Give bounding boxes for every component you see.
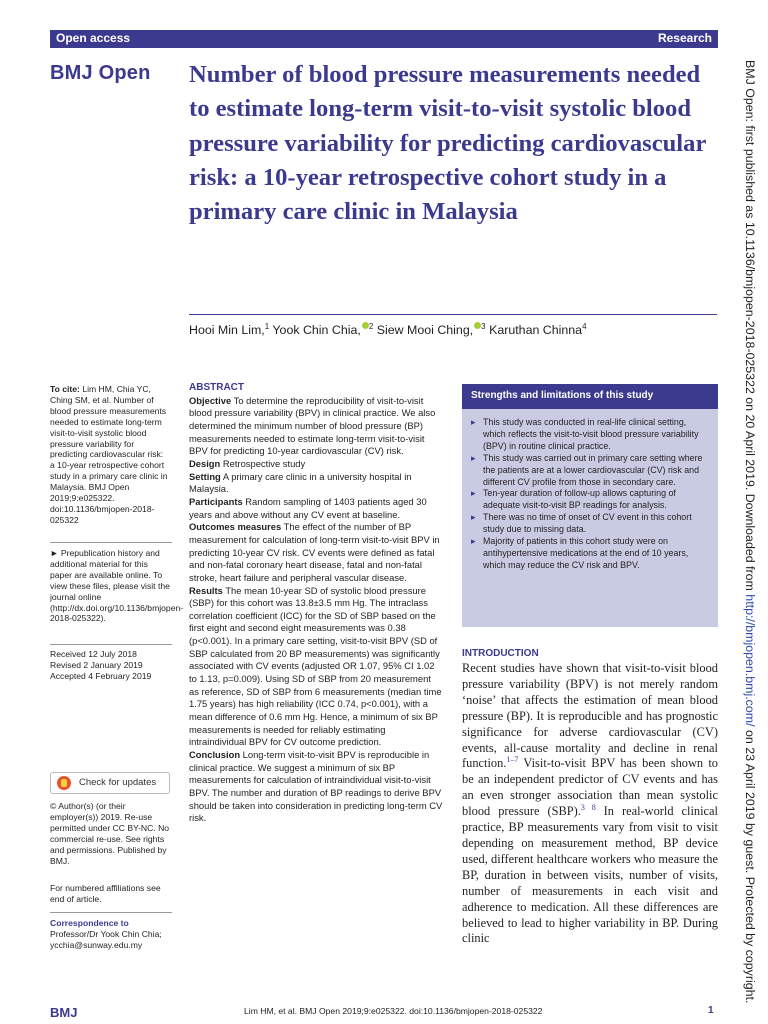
section-label: Design (189, 457, 221, 469)
article-title: Number of blood pressure measurements needed to estimate long-term visit-to-visit systolic blood pressure variability for predicting cardiovascular risk: a 10-year retrospective cohort study in a primary care clinic in Malaysia (189, 61, 706, 226)
strengths-box-heading: Strengths and limitations of this study (462, 384, 718, 409)
strengths-item: ▸ Majority of patients in this cohort study were on antihypertensive medications at the end of 10 years, which may reduce the CV risk and BPV. (469, 536, 710, 572)
author-affiliation: 1 (264, 322, 270, 331)
page-number: 1 (708, 1005, 714, 1016)
reference-link[interactable]: 1–7 (506, 755, 519, 765)
correspondence-heading: Correspondence to (50, 918, 129, 928)
strengths-item: ▸ There was no time of onset of CV event in this cohort study due to missing data. (469, 512, 710, 536)
introduction-text (462, 661, 718, 947)
abstract-objective (189, 395, 443, 458)
author-name: Yook Chin Chia, (272, 323, 361, 338)
section-label: Results (189, 584, 223, 596)
section-label: Conclusion (189, 749, 241, 761)
cite-text: Lim HM, Chia YC, Ching SM, et al. Number of blood pressure measurements needed to estimate long-term visit-to-visit systolic blood pressure variability for predicting cardiovascular risk: a 10-year retrospective cohort study in a primary care clinic in Malaysia. BMJ Open 2019;9:e025322. doi:10.1136/bmjopen-2018-025322 (50, 384, 168, 525)
author-affiliation: 3 (481, 322, 486, 331)
citation-block (50, 384, 170, 526)
introduction-heading: INTRODUCTION (462, 648, 539, 659)
prepub-note: ► Prepublication history and additional material for this paper are available online. To view these files, please visit the journal online (http://dx.doi.org/10.1136/bmjopen-2018-025322). (50, 548, 184, 624)
orcid-icon[interactable] (362, 322, 369, 329)
section-label: Objective (189, 394, 232, 406)
accepted-date: Accepted 4 February 2019 (50, 670, 152, 681)
abstract-outcomes (189, 521, 443, 584)
author-divider (189, 314, 717, 315)
top-banner (50, 30, 718, 48)
revised-date: Revised 2 January 2019 (50, 659, 143, 670)
cite-label: To cite: (50, 384, 80, 394)
side-note-after: on 23 April 2019 by guest. Protected by copyright. (743, 726, 757, 1004)
intro-text: Recent studies have shown that visit-to-visit blood pressure variability (BPV) is not merely random ‘noise’ that affects the estimation of mean blood pressure (BP). It is reproducible and has prognostic significance for adverse cardiovascular (CV) events, all-cause mortality and decline in renal function. (462, 661, 718, 771)
author-name: Karuthan Chinna (489, 323, 583, 338)
author-name: Siew Mooi Ching, (376, 323, 474, 338)
crossmark-icon (57, 776, 71, 790)
section-label: Outcomes measures (189, 521, 282, 533)
check-updates-label: Check for updates (79, 777, 157, 788)
section-label: Research (657, 31, 712, 45)
abstract-design (189, 458, 443, 471)
reference-link[interactable]: 3 8 (580, 803, 596, 813)
footer-citation: Lim HM, et al. BMJ Open 2019;9:e025322. doi:10.1136/bmjopen-2018-025322 (244, 1006, 543, 1016)
author-affiliation: 4 (582, 322, 587, 331)
section-text: The mean 10-year SD of systolic blood pressure (SBP) for this cohort was 13.8±3.5 mm Hg. The intraclass correlation coefficient (ICC) for the SD of SBP based on the first eight and second eight measurements was 0.38 (p<0.001). In a primary care setting, visit-to-visit BPV (SD of SBP calculated from 20 BP measurements) was significantly associated with CV events (adjusted OR 1.07, 95% CI 1.02 to 1.13, p=0.009). Using SD of SBP from 20 measurement as reference, SD of SBP from 6 measurements (median time 1.75 years) has high reliability (ICC 0.74, p<0.001), with a mean difference of 0.6 mm Hg. Hence, a minimum of six BP measurements is needed for reliably estimating intraindividual BPV for CV outcome prediction. (189, 584, 442, 748)
left-divider (50, 644, 172, 645)
abstract-conclusion (189, 749, 443, 825)
footer-logo: BMJ (50, 1005, 78, 1020)
affiliations-note: For numbered affiliations see end of article. (50, 883, 161, 904)
copyright-note: © Author(s) (or their employer(s)) 2019. Re-use permitted under CC BY-NC. No commercial re-use. See rights and permissions. Published by BMJ. (50, 801, 170, 866)
check-for-updates-button[interactable] (50, 772, 170, 794)
strengths-item: ▸ This study was carried out in primary care setting where the patients are at a lower cardiovascular (CV) risk and different CV profile from those in secondary care. (469, 453, 710, 489)
correspondence-email[interactable]: ycchia@sunway.edu.my (50, 939, 143, 950)
strengths-box (462, 409, 718, 627)
section-label: Participants (189, 495, 243, 507)
intro-text: In real-world clinical practice, BP measurements vary from visit to visit depending on measurement method, BP device used, different healthcare workers who measure the BP, duration in between visits, number of visits, number of measurements in each visit and adherence to medication. All these differences are believed to lead to higher variability in BP. During clinic (462, 804, 719, 946)
abstract-participants (189, 496, 443, 521)
author-affiliation: 2 (368, 322, 374, 331)
section-text: To determine the reproducibility of visit-to-visit blood pressure variability (BPV) in clinical practice. We also determined the minimum number of blood pressure (BP) measurements needed to estimate long-term visit-to-visit BPV for predicting 10-year cardiovascular (CV) risk. (189, 394, 436, 457)
side-note-before: BMJ Open: first published as 10.1136/bmjopen-2018-025322 on 20 April 2019. Downloaded from (743, 60, 757, 595)
author-name: Hooi Min Lim, (189, 323, 265, 338)
section-text: Retrospective study (222, 457, 306, 469)
abstract (189, 382, 443, 825)
abstract-setting (189, 471, 443, 496)
strengths-item: ▸ Ten-year duration of follow-up allows capturing of adequate visit-to-visit BP readings for analysis. (469, 488, 710, 512)
left-divider (50, 542, 172, 543)
author-list (189, 322, 587, 337)
abstract-results (189, 585, 443, 750)
section-text: The effect of the number of BP measurement for calculation of long-term visit-to-visit BPV in predicting 10-year CV risk. CV events were defined as fatal and non-fatal coronary heart disease, fatal and non-fatal stroke, heart failure and peripheral vascular disease. (189, 521, 440, 583)
left-divider (50, 912, 172, 913)
journal-link[interactable]: http://bmjopen.bmj.com/ (743, 594, 757, 727)
intro-text: Visit-to-visit BPV has been shown to be an independent predictor of CV events and has an even stronger association than mean systolic blood pressure (SBP). (462, 756, 718, 819)
received-date: Received 12 July 2018 (50, 649, 137, 659)
dates-block (50, 649, 170, 682)
correspondence-block (50, 918, 170, 951)
section-text: A primary care clinic in a university hospital in Malaysia. (189, 470, 412, 495)
side-publication-note (741, 60, 761, 1004)
abstract-heading: ABSTRACT (189, 382, 244, 393)
open-access-label: Open access (56, 31, 131, 45)
journal-logo: BMJ Open (50, 62, 151, 84)
section-label: Setting (189, 470, 221, 482)
correspondence-name: Professor/Dr Yook Chin Chia; (50, 928, 162, 939)
section-text: Long-term visit-to-visit BPV is reproducible in clinical practice. We suggest a minimum of six BP measurements for calculation of intraindividual visit-to-visit BPV. The number and duration of BP readings to derive BPV should be taken into consideration in predicting long-term CV risk. (189, 749, 443, 824)
section-text: Random sampling of 1403 patients aged 30 years and above without any CV event at baseline. (189, 495, 427, 520)
strengths-item: ▸ This study was conducted in real-life clinical setting, which reflects the visit-to-visit blood pressure variability (BPV) in routine clinical practice. (469, 417, 710, 453)
